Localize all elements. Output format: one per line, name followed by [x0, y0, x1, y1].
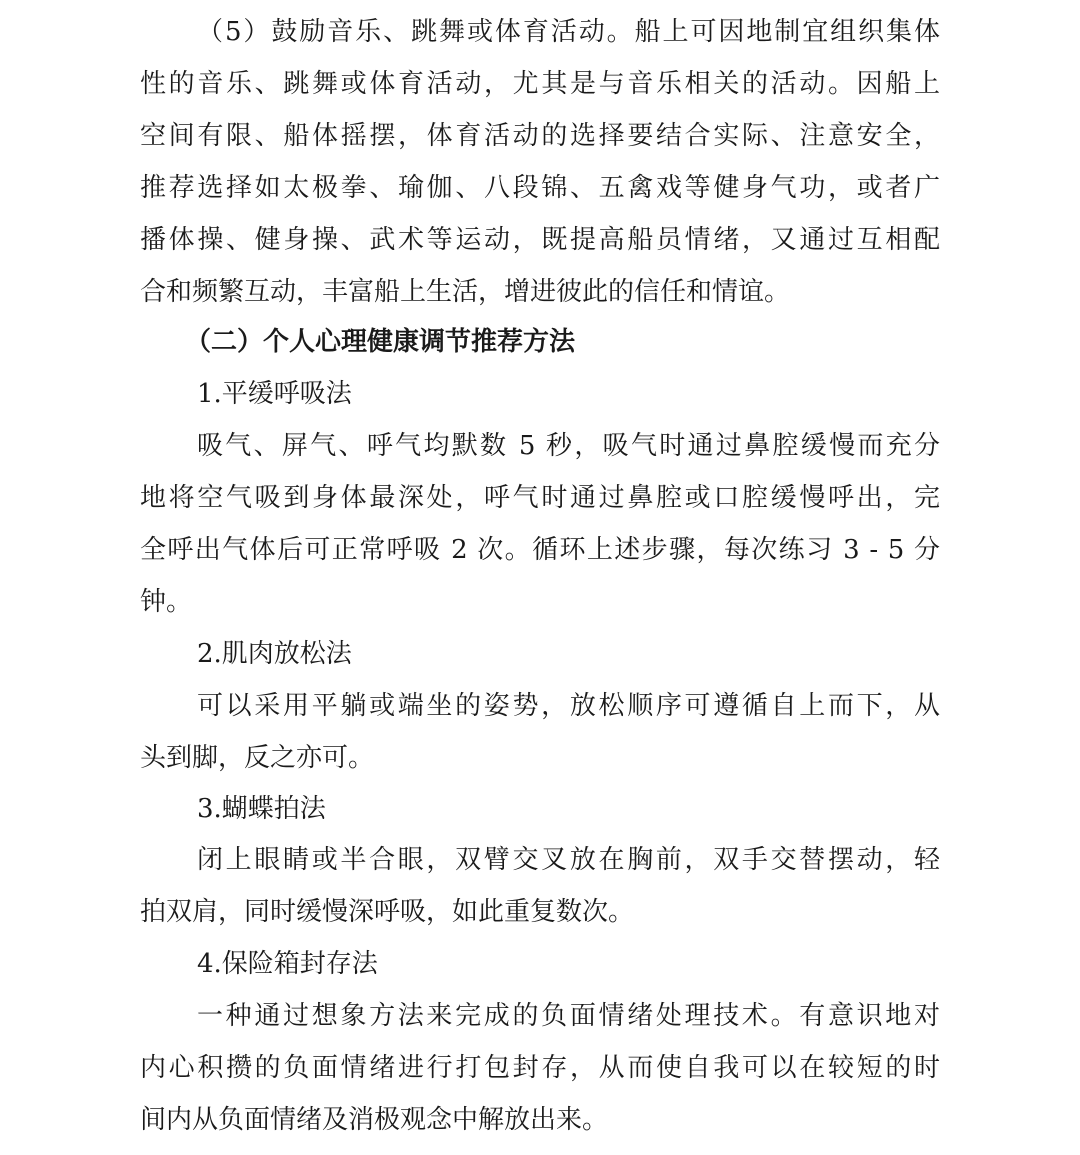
method-4-line-2: 内心积攒的负面情绪进行打包封存，从而使自我可以在较短的时 [140, 1053, 940, 1083]
method-1-line-3: 全呼出气体后可正常呼吸 2 次。循环上述步骤，每次练习 3 - 5 分 [140, 535, 940, 565]
section-heading: （二）个人心理健康调节推荐方法 [185, 327, 576, 357]
method-1-line-1: 吸气、屏气、呼气均默数 5 秒，吸气时通过鼻腔缓慢而充分 [197, 431, 940, 461]
paragraph-activities-line-5: 播体操、健身操、武术等运动，既提高船员情绪，又通过互相配 [140, 225, 940, 255]
paragraph-activities-line-6: 合和频繁互动，丰富船上生活，增进彼此的信任和情谊。 [140, 277, 791, 307]
method-2-line-1: 可以采用平躺或端坐的姿势，放松顺序可遵循自上而下，从 [197, 691, 940, 721]
method-1-line-2: 地将空气吸到身体最深处，呼气时通过鼻腔或口腔缓慢呼出，完 [140, 483, 940, 513]
method-3-line-2: 拍双肩，同时缓慢深呼吸，如此重复数次。 [140, 897, 635, 927]
method-4-line-1: 一种通过想象方法来完成的负面情绪处理技术。有意识地对 [197, 1001, 940, 1031]
paragraph-activities-line-3: 空间有限、船体摇摆，体育活动的选择要结合实际、注意安全， [140, 121, 940, 151]
method-1-line-4: 钟。 [140, 587, 193, 617]
method-4-title: 4.保险箱封存法 [197, 949, 378, 979]
paragraph-activities-line-1: （5）鼓励音乐、跳舞或体育活动。船上可因地制宜组织集体 [197, 17, 940, 47]
paragraph-activities-line-2: 性的音乐、跳舞或体育活动，尤其是与音乐相关的活动。因船上 [140, 69, 940, 99]
method-2-line-2: 头到脚，反之亦可。 [140, 743, 375, 773]
paragraph-activities-line-4: 推荐选择如太极拳、瑜伽、八段锦、五禽戏等健身气功，或者广 [140, 173, 940, 203]
method-2-title: 2.肌肉放松法 [197, 639, 352, 669]
method-1-title: 1.平缓呼吸法 [197, 379, 352, 409]
method-3-title: 3.蝴蝶拍法 [197, 794, 326, 824]
method-3-line-1: 闭上眼睛或半合眼，双臂交叉放在胸前，双手交替摆动，轻 [197, 845, 940, 875]
method-4-line-3: 间内从负面情绪及消极观念中解放出来。 [140, 1105, 609, 1135]
